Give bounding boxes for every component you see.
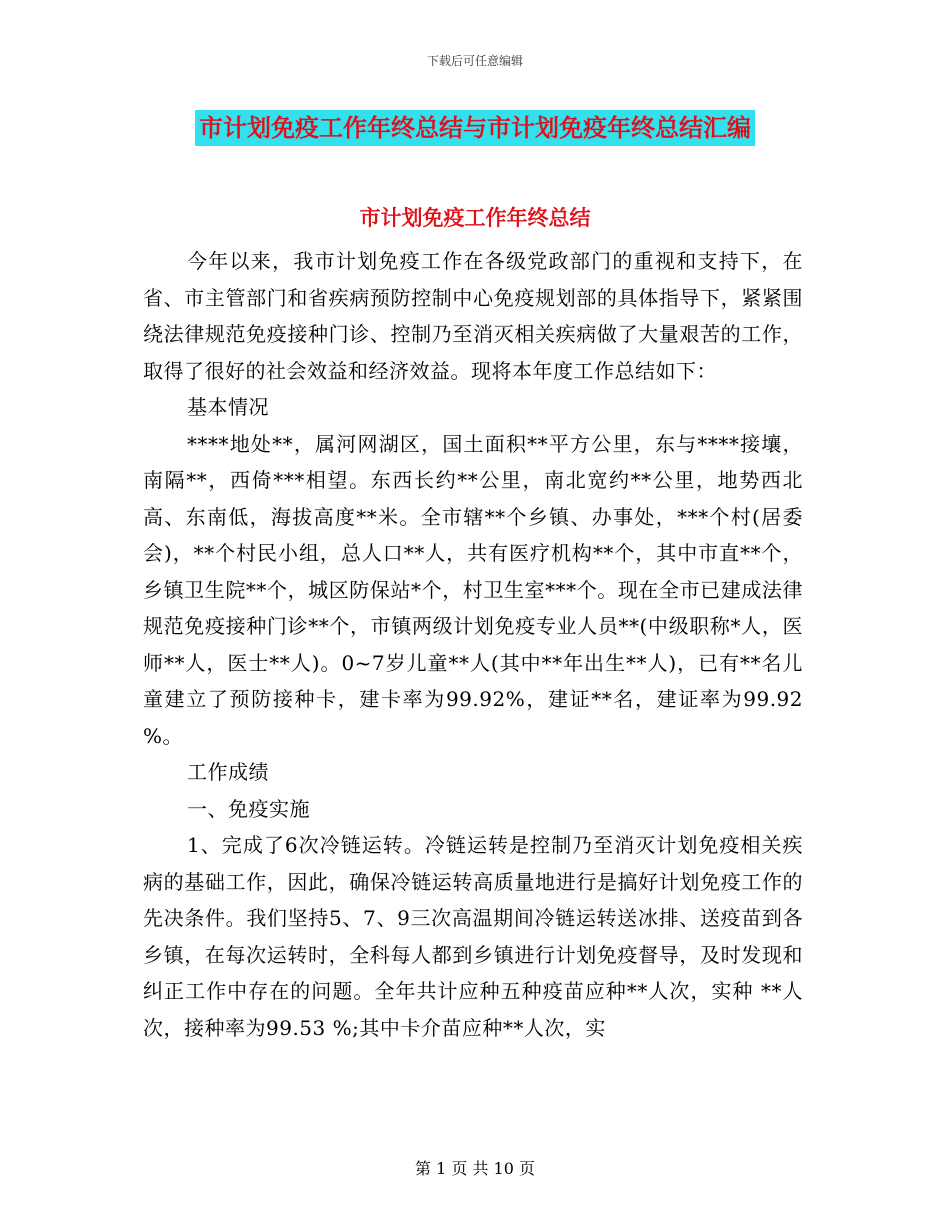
- paragraph-basic-info: ****地处**，属河网湖区，国土面积**平方公里，东与****接壤，南隔**，西倚***相望。东西长约**公里，南北宽约**公里，地势西北高、东南低，海拔高度**米。全市辖**个乡镇、办事处，***个村(居委会)，**个村民小组，总人口**人，共有医疗机构**个，其中市直**个，乡镇卫生院**个，城区防保站*个，村卫生室***个。现在全市已建成法律规范免疫接种门诊**个，市镇两级计划免疫专业人员**(中级职称*人，医师**人，医士**人)。0~7岁儿童**人(其中**年出生**人)，已有**名儿童建立了预防接种卡，建卡率为99.92%，建证**名，建证率为99.92 %。: [143, 431, 803, 748]
- paragraph-cold-chain: 1、完成了6次冷链运转。冷链运转是控制乃至消灭计划免疫相关疾病的基础工作，因此，确保冷链运转高质量地进行是搞好计划免疫工作的先决条件。我们坚持5、7、9三次高温期间冷链运转送冰排、送疫苗到各乡镇，在每次运转时，全科每人都到乡镇进行计划免疫督导，及时发现和纠正工作中存在的问题。全年共计应种五种疫苗应种**人次，实种 **人次，接种率为99.53 %;其中卡介苗应种**人次，实: [143, 833, 803, 1040]
- header-note: 下载后可任意编辑: [426, 54, 523, 68]
- heading-achievements: 工作成绩: [187, 760, 269, 784]
- section-title: 市计划免疫工作年终总结: [359, 206, 591, 230]
- body-text: [143, 243, 803, 1046]
- document-title: 市计划免疫工作年终总结与市计划免疫年终总结汇编: [195, 110, 755, 146]
- page-footer: 第 1 页 共 10 页: [415, 1159, 535, 1178]
- paragraph-intro: 今年以来，我市计划免疫工作在各级党政部门的重视和支持下，在省、市主管部门和省疾病预防控制中心免疫规划部的具体指导下，紧紧围绕法律规范免疫接种门诊、控制乃至消灭相关疾病做了大量艰苦的工作，取得了很好的社会效益和经济效益。现将本年度工作总结如下：: [143, 249, 803, 383]
- heading-basic-info: 基本情况: [187, 395, 269, 419]
- heading-immunization: 一、免疫实施: [187, 796, 310, 821]
